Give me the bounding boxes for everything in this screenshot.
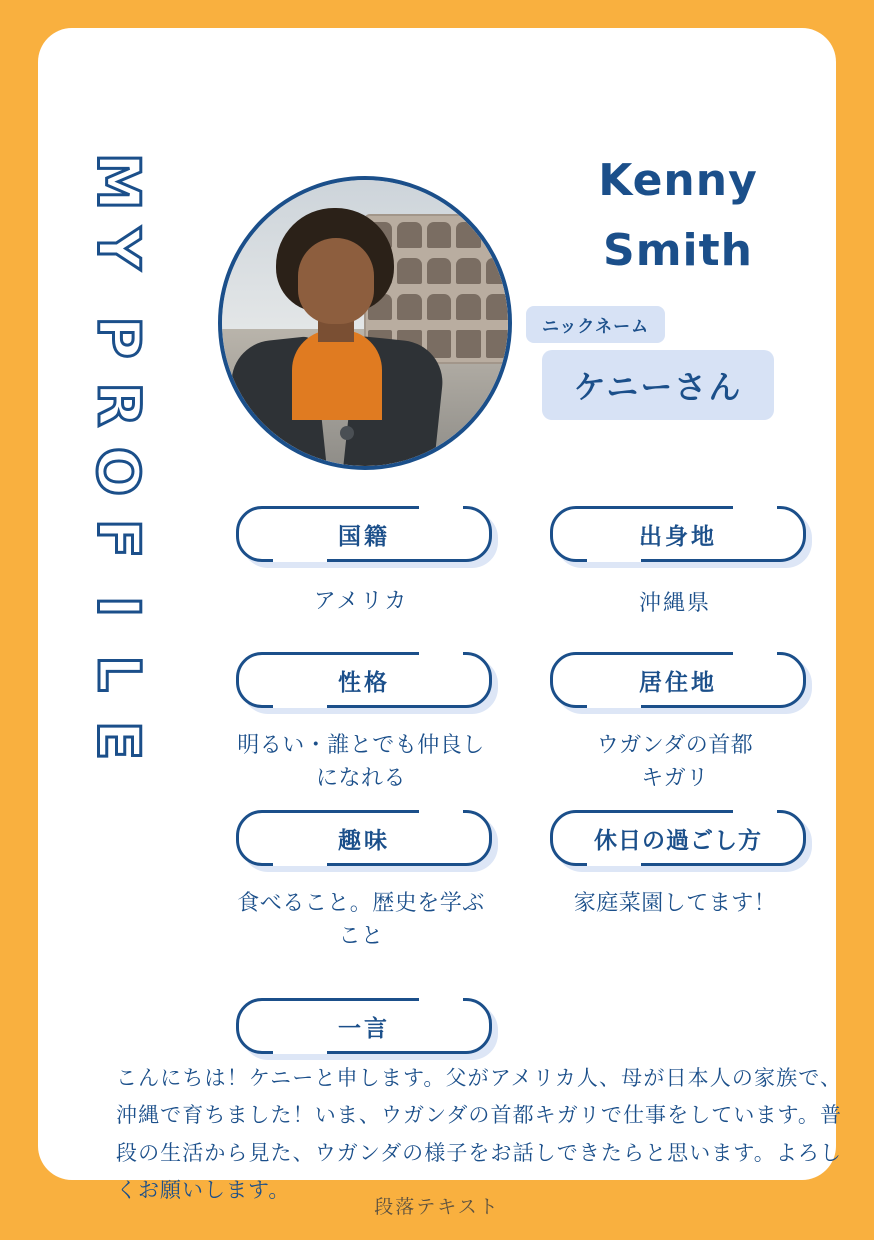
field-label-text: 出身地 [639, 522, 717, 549]
profile-card [38, 28, 842, 1203]
person-face [298, 238, 374, 324]
avatar [218, 176, 512, 470]
field-label-comment [236, 998, 492, 1054]
vertical-title-char: E [84, 720, 153, 761]
nickname-value: ケニーさん [542, 350, 774, 420]
field-label-personality [236, 652, 492, 708]
field-value-hobby: 食べること。歴史を学ぶこと [237, 890, 485, 948]
vertical-title-char: R [84, 382, 153, 428]
field-label-text: 居住地 [639, 668, 717, 695]
avatar-image [222, 180, 508, 466]
vertical-title-char: I [84, 595, 153, 617]
vertical-title-char: O [84, 447, 153, 497]
name-line-1: Kenny [598, 155, 758, 206]
nickname-label: ニックネーム [526, 306, 665, 343]
vertical-title-char: F [84, 519, 153, 559]
vertical-title-char: L [84, 654, 153, 692]
page-title [528, 146, 828, 287]
field-label-residence [550, 652, 806, 708]
field-label-text: 性格 [338, 668, 390, 695]
field-value-holiday: 家庭菜園してます！ [573, 890, 777, 915]
field-value-hometown: 沖縄県 [638, 590, 711, 615]
vertical-title-char: Y [84, 227, 153, 270]
person-coat-button [340, 426, 354, 440]
field-label-text: 休日の過ごし方 [594, 826, 762, 853]
field-label-text: 趣味 [338, 826, 390, 853]
vertical-title [58, 148, 178, 848]
vertical-title-char: P [84, 316, 153, 359]
name-line-2: Smith [603, 225, 753, 277]
field-value-residence: ウガンダの首都 キガリ [596, 732, 754, 790]
person-sweater [292, 330, 382, 420]
field-label-hobby [236, 810, 492, 866]
field-label-text: 国籍 [338, 522, 390, 549]
field-label-nationality [236, 506, 492, 562]
field-label-text: 一言 [338, 1014, 390, 1041]
footer-caption: 段落テキスト [374, 1197, 500, 1218]
field-label-hometown [550, 506, 806, 562]
field-label-holiday [550, 810, 806, 866]
field-value-personality: 明るい・誰とでも仲良しになれる [237, 732, 485, 790]
comment-text: こんにちは！ケニーと申します。父がアメリカ人、母が日本人の家族で、沖縄で育ちました！いま、ウガンダの首都キガリで仕事をしています。普段の生活から見た、ウガンダの様子をお話しできたらと思います。よろしくお願いします。 [116, 1067, 842, 1203]
vertical-title-char: M [84, 152, 153, 211]
field-value-nationality: アメリカ [313, 588, 409, 613]
